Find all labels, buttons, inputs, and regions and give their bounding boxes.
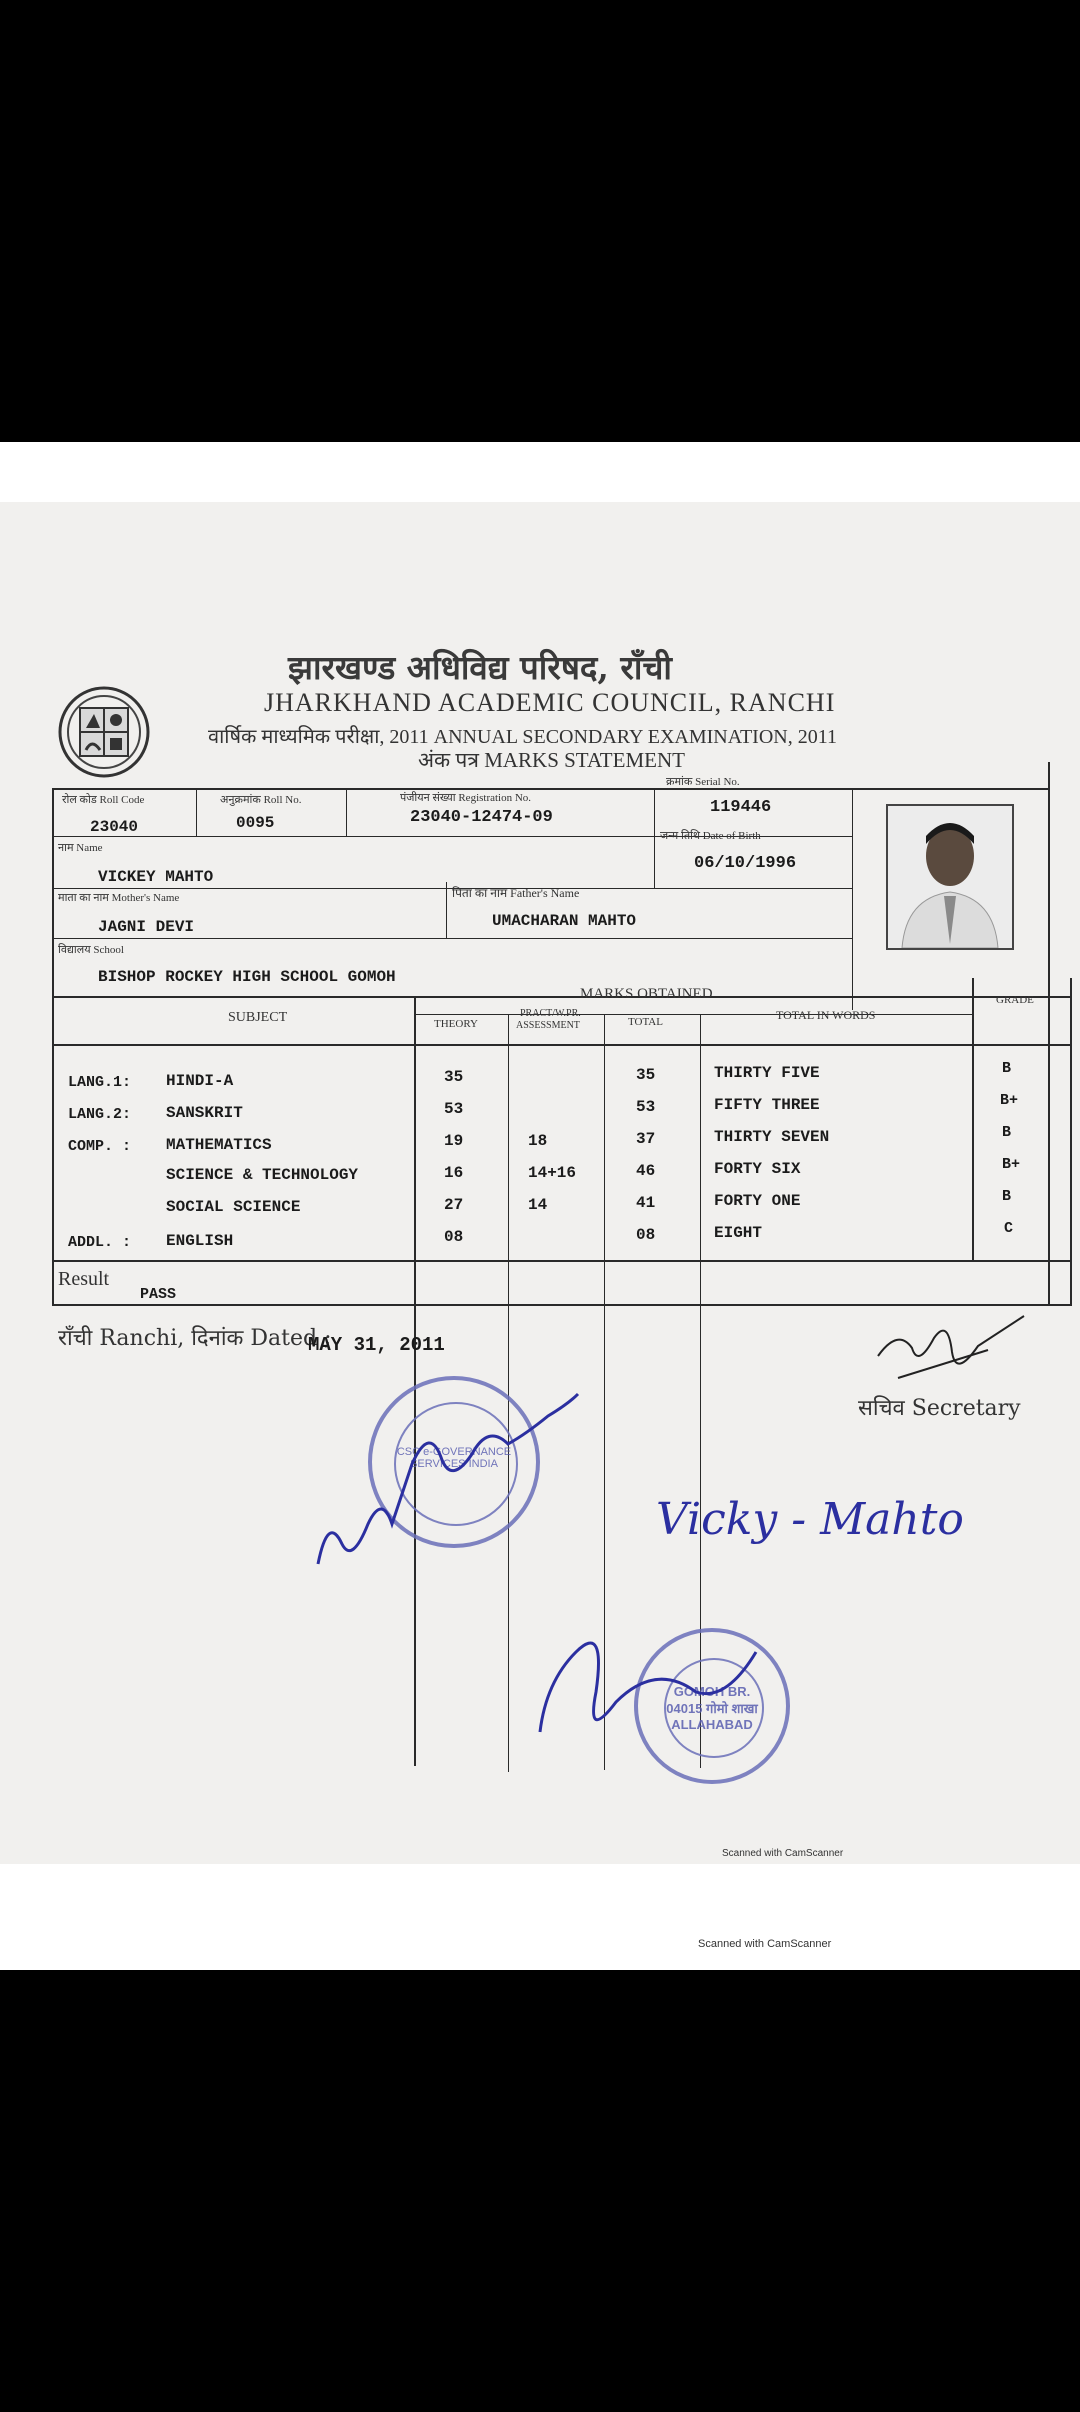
words-cell: THIRTY SEVEN: [714, 1128, 830, 1146]
serial-label: क्रमांक Serial No.: [666, 776, 740, 788]
total-cell: 35: [636, 1066, 656, 1084]
result-value: PASS: [140, 1286, 177, 1303]
practical-heading: PRACT/W.PR.: [520, 1008, 581, 1019]
verifier-signature: [312, 1364, 592, 1584]
theory-cell: 35: [444, 1068, 464, 1086]
group-cell: ADDL. :: [68, 1234, 132, 1251]
words-cell: FIFTY THREE: [714, 1096, 820, 1114]
council-emblem: [58, 684, 150, 780]
student-photo: [886, 804, 1014, 950]
roll-code-label: रोल कोड Roll Code: [62, 794, 145, 806]
table-top-border: [52, 788, 1050, 790]
student-signature: Vicky - Mahto: [656, 1494, 964, 1545]
serial-value: 119446: [710, 798, 772, 817]
theory-cell: 53: [444, 1100, 464, 1118]
marks-obtained-heading: MARKS OBTAINED: [580, 986, 713, 1002]
words-cell: FORTY ONE: [714, 1192, 801, 1210]
theory-cell: 27: [444, 1196, 464, 1214]
father-name-value: UMACHARAN MAHTO: [492, 912, 637, 930]
school-label: विद्यालय School: [58, 944, 124, 956]
subject-heading: SUBJECT: [228, 1010, 288, 1025]
grade-cell: B+: [1000, 1092, 1019, 1109]
roll-no-label: अनुक्रमांक Roll No.: [220, 794, 302, 806]
secretary-label: सचिव Secretary: [858, 1396, 1021, 1421]
dob-label: जन्म तिथि Date of Birth: [660, 830, 761, 842]
grade-cell: B: [1002, 1124, 1012, 1141]
total-cell: 37: [636, 1130, 656, 1148]
practical-cell: 14: [528, 1196, 548, 1214]
roll-code-value: 23040: [90, 818, 139, 836]
csc-stamp-text: CSC e-GOVERNANCE SERVICES INDIA: [396, 1446, 512, 1470]
name-label: नाम Name: [58, 842, 103, 854]
theory-cell: 08: [444, 1228, 464, 1246]
dated-label: राँची Ranchi, दिनांक Dated ;: [58, 1326, 332, 1351]
table-right-border: [1048, 762, 1050, 1306]
grade-cell: B: [1002, 1060, 1012, 1077]
roll-no-value: 0095: [236, 814, 275, 832]
marks-statement-document: [0, 502, 1080, 1864]
group-cell: LANG.2:: [68, 1106, 132, 1123]
total-cell: 46: [636, 1162, 656, 1180]
subject-cell: SCIENCE & TECHNOLOGY: [166, 1166, 359, 1184]
mother-name-value: JAGNI DEVI: [98, 918, 195, 936]
practical-cell: 18: [528, 1132, 548, 1150]
english-title: JHARKHAND ACADEMIC COUNCIL, RANCHI: [264, 688, 836, 717]
scanned-watermark-inner: Scanned with CamScanner: [722, 1848, 844, 1859]
branch-stamp-text: GOMOH BR. 04015 गोमो शाखा ALLAHABAD: [666, 1684, 758, 1732]
registration-value: 23040-12474-09: [410, 808, 553, 827]
table-left-border: [52, 788, 54, 1306]
grade-heading: GRADE: [996, 994, 1034, 1006]
subject-cell: HINDI-A: [166, 1072, 234, 1090]
words-cell: EIGHT: [714, 1224, 763, 1242]
group-cell: COMP. :: [68, 1138, 132, 1155]
grade-cell: B: [1002, 1188, 1012, 1205]
subject-cell: MATHEMATICS: [166, 1136, 272, 1154]
registration-label: पंजीयन संख्या Registration No.: [400, 792, 532, 804]
subject-cell: SOCIAL SCIENCE: [166, 1198, 301, 1216]
total-heading: TOTAL: [628, 1016, 663, 1028]
subject-cell: ENGLISH: [166, 1232, 234, 1250]
total-cell: 41: [636, 1194, 656, 1212]
group-cell: LANG.1:: [68, 1074, 132, 1091]
grade-cell: C: [1004, 1220, 1014, 1237]
secretary-signature: [868, 1308, 1028, 1390]
school-value: BISHOP ROCKEY HIGH SCHOOL GOMOH: [98, 968, 396, 986]
dob-value: 06/10/1996: [694, 854, 797, 873]
total-cell: 53: [636, 1098, 656, 1116]
father-label: पिता का नाम Father's Name: [452, 886, 580, 900]
grade-cell: B+: [1002, 1156, 1021, 1173]
scanned-watermark-outer: Scanned with CamScanner: [698, 1938, 832, 1950]
mother-label: माता का नाम Mother's Name: [58, 892, 180, 904]
student-name-value: VICKEY MAHTO: [98, 868, 214, 886]
issue-date-value: MAY 31, 2011: [308, 1334, 445, 1356]
words-cell: FORTY SIX: [714, 1160, 801, 1178]
subject-cell: SANSKRIT: [166, 1104, 243, 1122]
practical-cell: 14+16: [528, 1164, 577, 1182]
words-cell: THIRTY FIVE: [714, 1064, 820, 1082]
hindi-title: झारखण्ड अधिविद्य परिषद, राँची: [288, 648, 672, 687]
theory-heading: THEORY: [434, 1018, 478, 1030]
assessment-heading: ASSESSMENT: [516, 1020, 580, 1031]
total-cell: 08: [636, 1226, 656, 1244]
table-bottom-border: [52, 1304, 1072, 1306]
theory-cell: 16: [444, 1164, 464, 1182]
branch-signature: [536, 1622, 766, 1772]
theory-cell: 19: [444, 1132, 464, 1150]
exam-line: वार्षिक माध्यमिक परीक्षा, 2011 ANNUAL SECONDARY EXAMINATION, 2011: [208, 726, 837, 748]
total-words-heading: TOTAL IN WORDS: [776, 1008, 876, 1022]
result-label: Result: [58, 1268, 110, 1290]
statement-title: अंक पत्र MARKS STATEMENT: [418, 748, 685, 772]
